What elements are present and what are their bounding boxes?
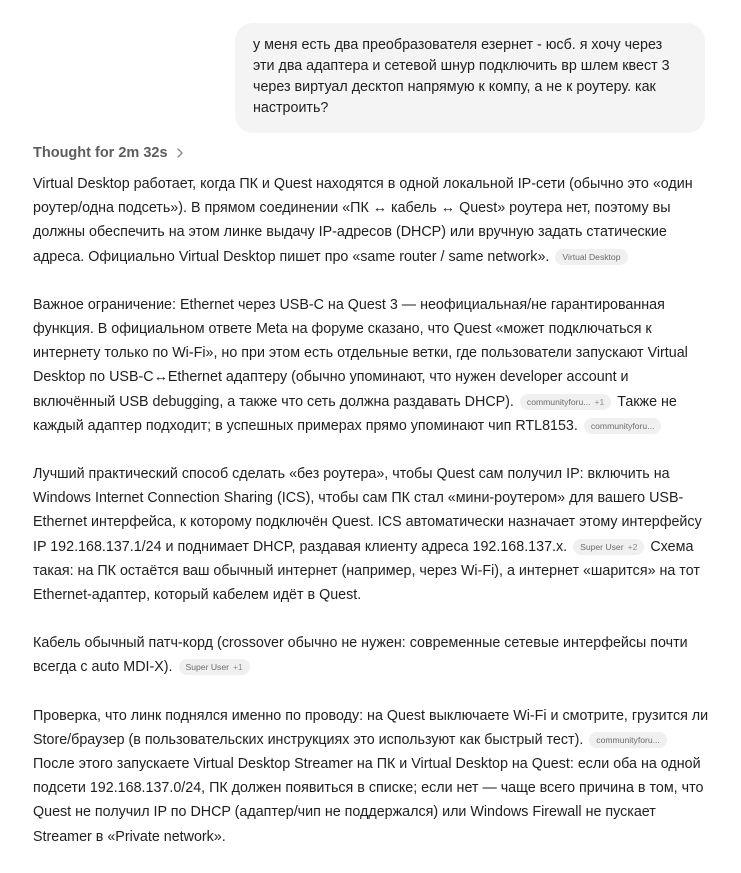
answer-text: Также не каждый адаптер подходит; в успешных примерах прямо упоминают чип RTL8153. bbox=[33, 393, 677, 434]
citation-extra-count: +1 bbox=[594, 396, 605, 407]
answer-paragraph-5 bbox=[33, 704, 713, 849]
assistant-answer bbox=[33, 172, 713, 873]
citation-extra-count: +1 bbox=[232, 662, 243, 673]
chevron-right-icon bbox=[175, 147, 185, 159]
citation-chip[interactable] bbox=[179, 659, 250, 675]
citation-chip[interactable] bbox=[589, 732, 667, 748]
answer-text: Важное ограничение: Ethernet через USB-C на Quest 3 — неофициальная/не гарантированная функция. В официальном ответе Meta на форуме сказано, что Quest «может подключаться к интернету только по Wi-Fi», но при этом есть отдельные ветки, где пользователи запускают Virtual Desktop по USB-C↔Ethernet адаптеру (обычно упоминают, что нужен developer account и включённый USB debugging, а также что сеть должна раздавать DHCP). bbox=[33, 296, 688, 410]
answer-paragraph-3 bbox=[33, 462, 713, 607]
citation-chip[interactable] bbox=[555, 249, 627, 265]
answer-text: Virtual Desktop работает, когда ПК и Quest находятся в одной локальной IP-сети (обычно это «один роутер/одна подсеть»). В прямом соединении «ПК ↔ кабель ↔ Quest» роутера нет, поэтому вы должны обеспечить на этом линке выдачу IP-адресов (DHCP) или вручную задать статические адреса. Официально Virtual Desktop пишет про «same router / same network». bbox=[33, 176, 693, 265]
thought-toggle[interactable] bbox=[33, 145, 185, 161]
answer-paragraph-2 bbox=[33, 293, 713, 438]
citation-label: communityforu... bbox=[526, 396, 591, 407]
thought-label: Thought for 2m 32s bbox=[33, 145, 168, 161]
answer-paragraph-1 bbox=[33, 172, 713, 269]
user-message-bubble bbox=[235, 23, 705, 133]
citation-label: communityforu... bbox=[590, 420, 655, 431]
answer-text: Лучший практический способ сделать «без роутера», чтобы Quest сам получил IP: включить на Windows Internet Connection Sharing (ICS), чтобы сам ПК стал «мини-роутером» для вашего USB-Ethernet интерфейса, к которому подключён Quest. ICS автоматически назначает этому интерфейсу IP 192.168.137.1/24 и поднимает DHCP, раздавая клиенту адреса 192.168.137.x. bbox=[33, 466, 702, 555]
answer-text: Проверка, что линк поднялся именно по проводу: на Quest выключаете Wi-Fi и смотрите, грузится ли Store/браузер (в пользовательских инструкциях это используют как быстрый тест). bbox=[33, 707, 709, 748]
answer-text: После этого запускаете Virtual Desktop Streamer на ПК и Virtual Desktop на Quest: если оба на одной подсети 192.168.137.0/24, ПК должен появиться в списке; если нет — чаще всего причина в том, что Quest не получил IP по DHCP (адаптер/чип не поддержался) или Windows Firewall не пускает Streamer в «Private network». bbox=[33, 756, 704, 845]
citation-chip[interactable] bbox=[573, 539, 644, 555]
citation-label: Super User bbox=[185, 662, 229, 673]
citation-label: Super User bbox=[580, 541, 624, 552]
answer-text: Кабель обычный патч-корд (crossover обычно не нужен: современные сетевые интерфейсы почти всегда с auto MDI-X). bbox=[33, 635, 688, 676]
citation-extra-count: +2 bbox=[627, 541, 638, 552]
user-message-text: у меня есть два преобразователя езернет - юсб. я хочу через эти два адаптера и сетевой шнур подключить вр шлем квест 3 через виртуал десктоп напрямую к компу, а не к роутеру. как настроить? bbox=[253, 37, 670, 116]
citation-chip[interactable] bbox=[584, 418, 662, 434]
citation-chip[interactable] bbox=[520, 394, 611, 410]
citation-label: communityforu... bbox=[596, 734, 660, 745]
citation-label: Virtual Desktop bbox=[562, 251, 621, 262]
answer-text: Схема такая: на ПК остаётся ваш обычный интернет (например, через Wi-Fi), а интернет «шарится» на тот Ethernet-адаптер, который кабелем идёт в Quest. bbox=[33, 538, 700, 604]
answer-paragraph-4 bbox=[33, 631, 713, 679]
